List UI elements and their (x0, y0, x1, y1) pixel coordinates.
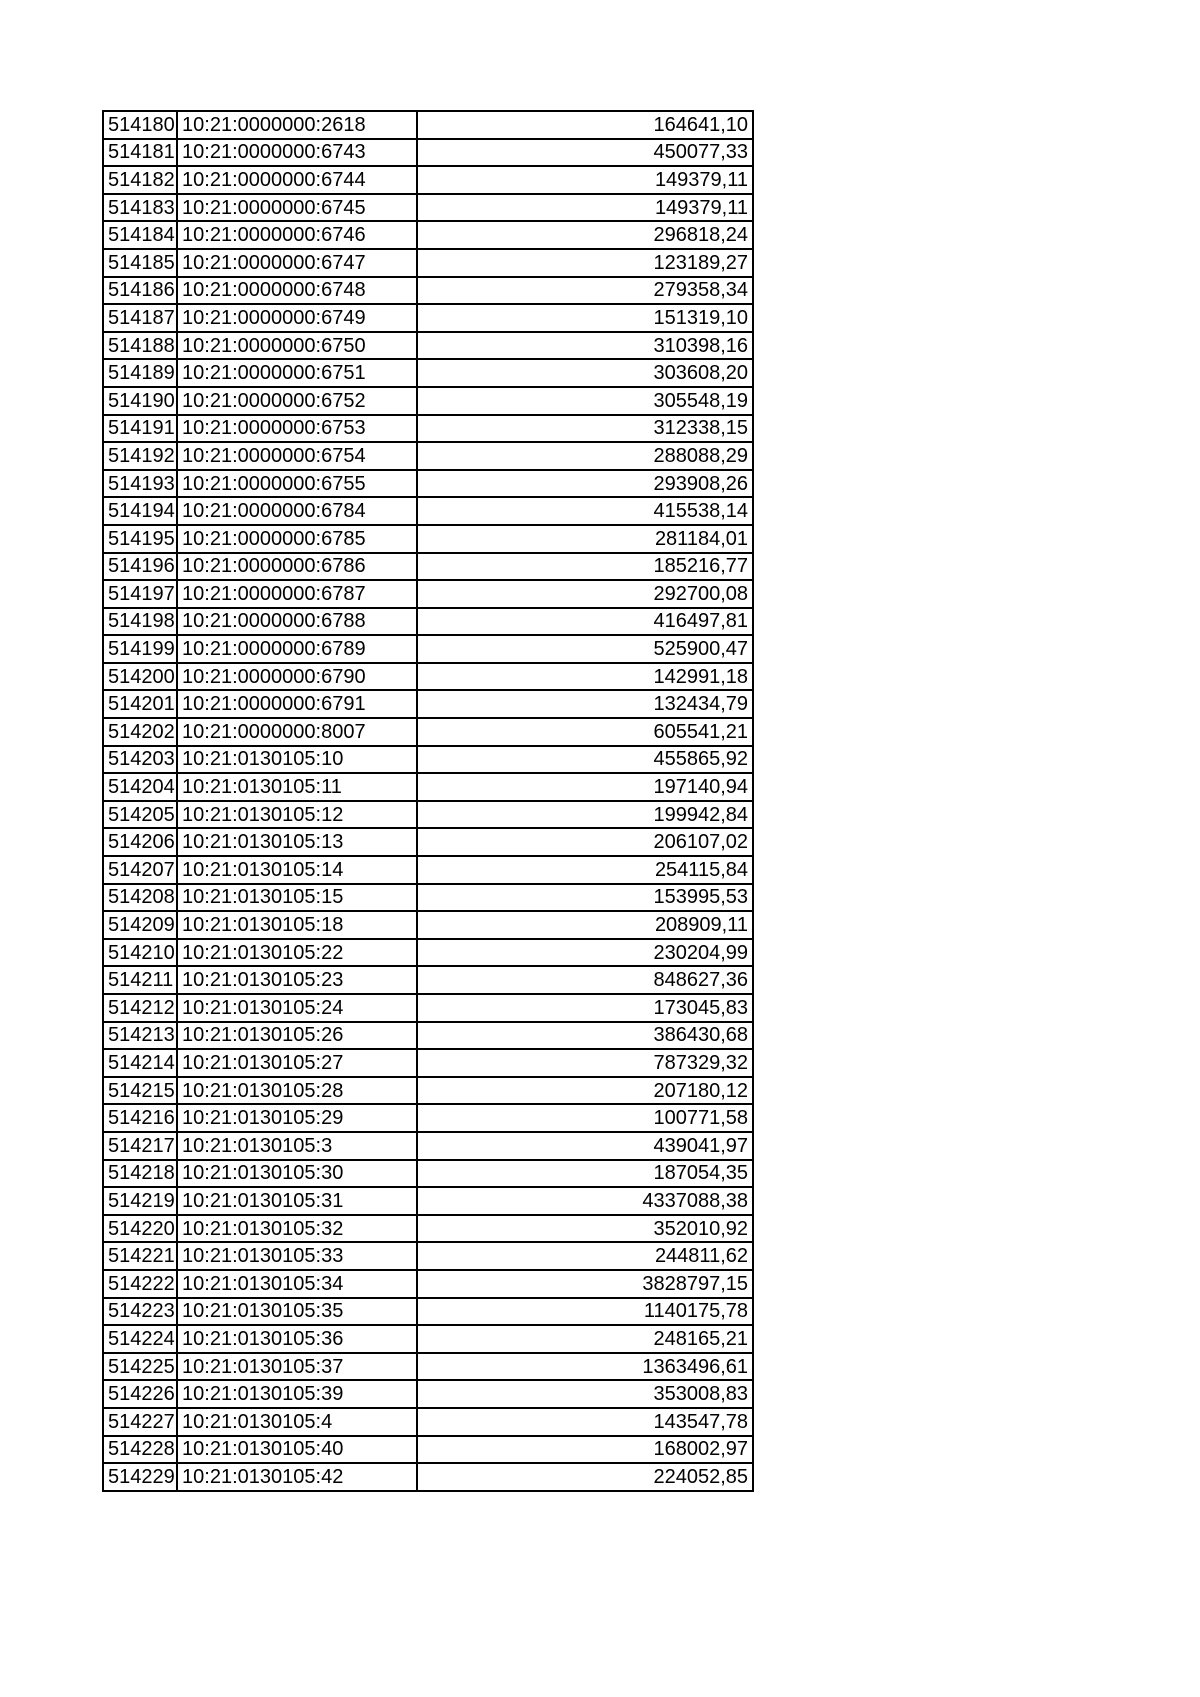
value-cell: 352010,92 (417, 1215, 753, 1243)
value-cell: 244811,62 (417, 1242, 753, 1270)
cadastral-number-cell: 10:21:0000000:6743 (177, 139, 417, 167)
row-number-cell: 514180 (103, 111, 177, 139)
row-number-cell: 514200 (103, 663, 177, 691)
value-cell: 132434,79 (417, 690, 753, 718)
cadastral-number-cell: 10:21:0130105:28 (177, 1077, 417, 1105)
cadastral-number-cell: 10:21:0130105:29 (177, 1104, 417, 1132)
table-row (103, 1104, 753, 1132)
row-number-cell: 514208 (103, 884, 177, 912)
value-cell: 281184,01 (417, 525, 753, 553)
row-number-cell: 514205 (103, 801, 177, 829)
value-cell: 143547,78 (417, 1408, 753, 1436)
table-body (103, 111, 753, 1491)
table-row (103, 1077, 753, 1105)
row-number-cell: 514183 (103, 194, 177, 222)
cadastral-number-cell: 10:21:0000000:6747 (177, 249, 417, 277)
value-cell: 1363496,61 (417, 1353, 753, 1381)
value-cell: 310398,16 (417, 332, 753, 360)
cadastral-number-cell: 10:21:0000000:6790 (177, 663, 417, 691)
cadastral-number-cell: 10:21:0000000:6752 (177, 387, 417, 415)
row-number-cell: 514225 (103, 1353, 177, 1381)
row-number-cell: 514204 (103, 773, 177, 801)
value-cell: 230204,99 (417, 939, 753, 967)
cadastral-number-cell: 10:21:0130105:33 (177, 1242, 417, 1270)
cadastral-number-cell: 10:21:0000000:6749 (177, 304, 417, 332)
value-cell: 185216,77 (417, 553, 753, 581)
cadastral-number-cell: 10:21:0130105:10 (177, 746, 417, 774)
row-number-cell: 514227 (103, 1408, 177, 1436)
cadastral-number-cell: 10:21:0130105:36 (177, 1325, 417, 1353)
row-number-cell: 514215 (103, 1077, 177, 1105)
cadastral-number-cell: 10:21:0000000:6785 (177, 525, 417, 553)
value-cell: 353008,83 (417, 1380, 753, 1408)
cadastral-number-cell: 10:21:0000000:6789 (177, 635, 417, 663)
row-number-cell: 514207 (103, 856, 177, 884)
cadastral-number-cell: 10:21:0130105:18 (177, 911, 417, 939)
table-row (103, 608, 753, 636)
table-row (103, 884, 753, 912)
value-cell: 123189,27 (417, 249, 753, 277)
value-cell: 151319,10 (417, 304, 753, 332)
cadastral-number-cell: 10:21:0130105:37 (177, 1353, 417, 1381)
row-number-cell: 514226 (103, 1380, 177, 1408)
row-number-cell: 514211 (103, 966, 177, 994)
table-row (103, 690, 753, 718)
table-row (103, 746, 753, 774)
table-row (103, 994, 753, 1022)
table-row (103, 1408, 753, 1436)
row-number-cell: 514197 (103, 580, 177, 608)
value-cell: 254115,84 (417, 856, 753, 884)
value-cell: 292700,08 (417, 580, 753, 608)
row-number-cell: 514194 (103, 497, 177, 525)
row-number-cell: 514213 (103, 1022, 177, 1050)
table-row (103, 415, 753, 443)
table-row (103, 911, 753, 939)
row-number-cell: 514224 (103, 1325, 177, 1353)
cadastral-number-cell: 10:21:0000000:6784 (177, 497, 417, 525)
table-row (103, 1242, 753, 1270)
row-number-cell: 514217 (103, 1132, 177, 1160)
value-cell: 1140175,78 (417, 1298, 753, 1326)
value-cell: 415538,14 (417, 497, 753, 525)
row-number-cell: 514181 (103, 139, 177, 167)
value-cell: 450077,33 (417, 139, 753, 167)
cadastral-number-cell: 10:21:0130105:27 (177, 1049, 417, 1077)
row-number-cell: 514209 (103, 911, 177, 939)
value-cell: 605541,21 (417, 718, 753, 746)
cadastral-number-cell: 10:21:0130105:30 (177, 1160, 417, 1188)
row-number-cell: 514190 (103, 387, 177, 415)
table-row (103, 1298, 753, 1326)
cadastral-number-cell: 10:21:0000000:2618 (177, 111, 417, 139)
row-number-cell: 514202 (103, 718, 177, 746)
value-cell: 187054,35 (417, 1160, 753, 1188)
row-number-cell: 514196 (103, 553, 177, 581)
row-number-cell: 514229 (103, 1463, 177, 1491)
data-table (102, 110, 754, 1492)
cadastral-number-cell: 10:21:0000000:6788 (177, 608, 417, 636)
table-row (103, 1270, 753, 1298)
value-cell: 208909,11 (417, 911, 753, 939)
row-number-cell: 514201 (103, 690, 177, 718)
table-row (103, 470, 753, 498)
value-cell: 173045,83 (417, 994, 753, 1022)
value-cell: 279358,34 (417, 277, 753, 305)
cadastral-number-cell: 10:21:0000000:6754 (177, 442, 417, 470)
table-row (103, 1132, 753, 1160)
value-cell: 386430,68 (417, 1022, 753, 1050)
table-row (103, 1353, 753, 1381)
row-number-cell: 514188 (103, 332, 177, 360)
value-cell: 296818,24 (417, 221, 753, 249)
value-cell: 416497,81 (417, 608, 753, 636)
value-cell: 248165,21 (417, 1325, 753, 1353)
value-cell: 100771,58 (417, 1104, 753, 1132)
table-row (103, 166, 753, 194)
table-row (103, 663, 753, 691)
table-row (103, 277, 753, 305)
cadastral-number-cell: 10:21:0000000:6787 (177, 580, 417, 608)
cadastral-number-cell: 10:21:0000000:6786 (177, 553, 417, 581)
value-cell: 305548,19 (417, 387, 753, 415)
value-cell: 142991,18 (417, 663, 753, 691)
cadastral-number-cell: 10:21:0130105:22 (177, 939, 417, 967)
cadastral-number-cell: 10:21:0130105:26 (177, 1022, 417, 1050)
table-row (103, 1436, 753, 1464)
row-number-cell: 514182 (103, 166, 177, 194)
table-row (103, 194, 753, 222)
row-number-cell: 514206 (103, 828, 177, 856)
table-row (103, 939, 753, 967)
row-number-cell: 514223 (103, 1298, 177, 1326)
table-row (103, 1022, 753, 1050)
value-cell: 206107,02 (417, 828, 753, 856)
row-number-cell: 514221 (103, 1242, 177, 1270)
table-row (103, 1187, 753, 1215)
row-number-cell: 514210 (103, 939, 177, 967)
row-number-cell: 514185 (103, 249, 177, 277)
value-cell: 168002,97 (417, 1436, 753, 1464)
table-row (103, 387, 753, 415)
cadastral-number-cell: 10:21:0130105:34 (177, 1270, 417, 1298)
row-number-cell: 514228 (103, 1436, 177, 1464)
cadastral-number-cell: 10:21:0000000:6751 (177, 359, 417, 387)
row-number-cell: 514184 (103, 221, 177, 249)
value-cell: 455865,92 (417, 746, 753, 774)
value-cell: 439041,97 (417, 1132, 753, 1160)
cadastral-number-cell: 10:21:0130105:13 (177, 828, 417, 856)
cadastral-number-cell: 10:21:0130105:4 (177, 1408, 417, 1436)
cadastral-number-cell: 10:21:0000000:6744 (177, 166, 417, 194)
cadastral-number-cell: 10:21:0130105:35 (177, 1298, 417, 1326)
table-row (103, 525, 753, 553)
value-cell: 197140,94 (417, 773, 753, 801)
value-cell: 848627,36 (417, 966, 753, 994)
cadastral-number-cell: 10:21:0130105:42 (177, 1463, 417, 1491)
table-row (103, 221, 753, 249)
row-number-cell: 514199 (103, 635, 177, 663)
table-row (103, 497, 753, 525)
table-row (103, 1380, 753, 1408)
cadastral-number-cell: 10:21:0130105:23 (177, 966, 417, 994)
row-number-cell: 514189 (103, 359, 177, 387)
table-row (103, 1160, 753, 1188)
cadastral-number-cell: 10:21:0130105:15 (177, 884, 417, 912)
cadastral-number-cell: 10:21:0000000:6746 (177, 221, 417, 249)
value-cell: 149379,11 (417, 194, 753, 222)
table-row (103, 635, 753, 663)
value-cell: 164641,10 (417, 111, 753, 139)
value-cell: 199942,84 (417, 801, 753, 829)
table-row (103, 442, 753, 470)
table-row (103, 1215, 753, 1243)
cadastral-number-cell: 10:21:0000000:6748 (177, 277, 417, 305)
value-cell: 288088,29 (417, 442, 753, 470)
value-cell: 4337088,38 (417, 1187, 753, 1215)
value-cell: 303608,20 (417, 359, 753, 387)
value-cell: 525900,47 (417, 635, 753, 663)
cadastral-number-cell: 10:21:0000000:6745 (177, 194, 417, 222)
value-cell: 224052,85 (417, 1463, 753, 1491)
row-number-cell: 514222 (103, 1270, 177, 1298)
row-number-cell: 514193 (103, 470, 177, 498)
table-row (103, 1049, 753, 1077)
table-row (103, 1463, 753, 1491)
table-row (103, 1325, 753, 1353)
cadastral-number-cell: 10:21:0130105:3 (177, 1132, 417, 1160)
cadastral-number-cell: 10:21:0000000:6791 (177, 690, 417, 718)
row-number-cell: 514192 (103, 442, 177, 470)
cadastral-number-cell: 10:21:0130105:31 (177, 1187, 417, 1215)
row-number-cell: 514216 (103, 1104, 177, 1132)
table-row (103, 966, 753, 994)
row-number-cell: 514186 (103, 277, 177, 305)
table-row (103, 139, 753, 167)
table-row (103, 332, 753, 360)
cadastral-number-cell: 10:21:0000000:8007 (177, 718, 417, 746)
table-row (103, 718, 753, 746)
row-number-cell: 514218 (103, 1160, 177, 1188)
table-row (103, 249, 753, 277)
table-row (103, 304, 753, 332)
row-number-cell: 514219 (103, 1187, 177, 1215)
cadastral-number-cell: 10:21:0130105:24 (177, 994, 417, 1022)
cadastral-number-cell: 10:21:0000000:6755 (177, 470, 417, 498)
row-number-cell: 514187 (103, 304, 177, 332)
table-row (103, 580, 753, 608)
value-cell: 3828797,15 (417, 1270, 753, 1298)
row-number-cell: 514198 (103, 608, 177, 636)
row-number-cell: 514195 (103, 525, 177, 553)
row-number-cell: 514203 (103, 746, 177, 774)
value-cell: 207180,12 (417, 1077, 753, 1105)
table-row (103, 553, 753, 581)
table-row (103, 359, 753, 387)
value-cell: 293908,26 (417, 470, 753, 498)
value-cell: 153995,53 (417, 884, 753, 912)
value-cell: 787329,32 (417, 1049, 753, 1077)
cadastral-number-cell: 10:21:0130105:11 (177, 773, 417, 801)
table-row (103, 828, 753, 856)
table-row (103, 801, 753, 829)
row-number-cell: 514214 (103, 1049, 177, 1077)
cadastral-number-cell: 10:21:0000000:6753 (177, 415, 417, 443)
row-number-cell: 514212 (103, 994, 177, 1022)
cadastral-number-cell: 10:21:0130105:32 (177, 1215, 417, 1243)
cadastral-number-cell: 10:21:0130105:14 (177, 856, 417, 884)
value-cell: 149379,11 (417, 166, 753, 194)
table-row (103, 111, 753, 139)
row-number-cell: 514191 (103, 415, 177, 443)
table-row (103, 773, 753, 801)
cadastral-number-cell: 10:21:0130105:12 (177, 801, 417, 829)
table-row (103, 856, 753, 884)
cadastral-number-cell: 10:21:0130105:39 (177, 1380, 417, 1408)
value-cell: 312338,15 (417, 415, 753, 443)
cadastral-number-cell: 10:21:0000000:6750 (177, 332, 417, 360)
row-number-cell: 514220 (103, 1215, 177, 1243)
cadastral-number-cell: 10:21:0130105:40 (177, 1436, 417, 1464)
